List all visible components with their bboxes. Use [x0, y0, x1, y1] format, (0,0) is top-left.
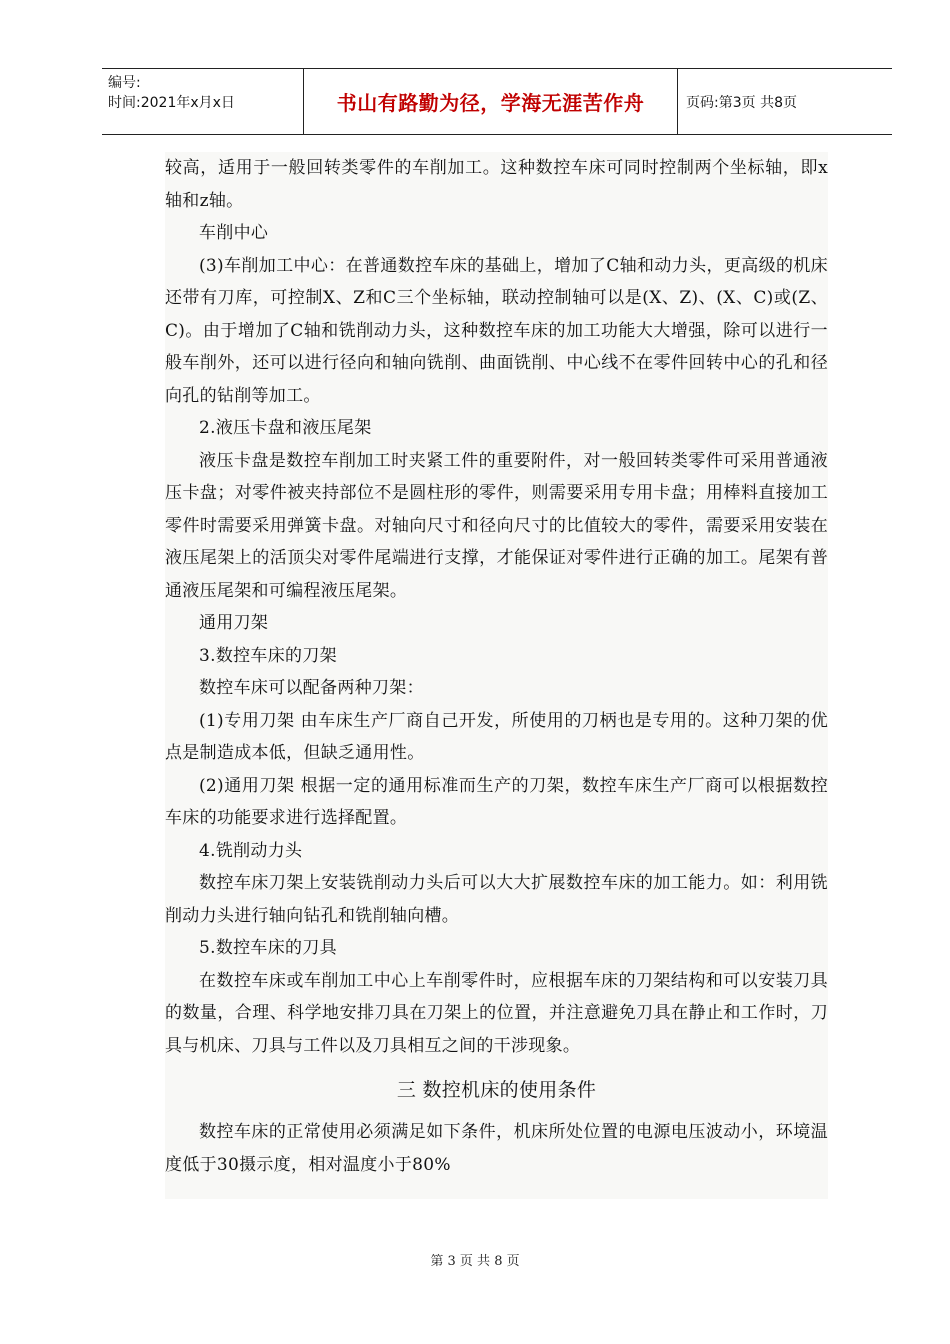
page-footer: 第 3 页 共 8 页: [430, 1254, 520, 1269]
body-paragraph: (2)通用刀架 根据一定的通用标准而生产的刀架，数控车床生产厂商可以根据数控车床的功能要求进行选择配置。: [165, 775, 828, 828]
body-paragraph: 通用刀架: [199, 613, 269, 633]
section-title: 三 数控机床的使用条件: [396, 1079, 597, 1101]
body-paragraph: 在数控车床或车削加工中心上车削零件时，应根据车床的刀架结构和可以安装刀具的数量，合理、科学地安排刀具在刀架上的位置，并注意避免刀具在静止和工作时，刀具与机床、刀具与工件以及刀具相互之间的干涉现象。: [165, 970, 828, 1056]
body-paragraph: (1)专用刀架 由车床生产厂商自己开发，所使用的刀柄也是专用的。这种刀架的优点是制造成本低，但缺乏通用性。: [165, 710, 828, 763]
body-paragraph: 数控车床刀架上安装铣削动力头后可以大大扩展数控车床的加工能力。如：利用铣削动力头进行轴向钻孔和铣削轴向槽。: [165, 873, 828, 926]
header-page-code: 页码:第3页 共8页: [686, 94, 797, 111]
body-paragraph: 液压卡盘是数控车削加工时夹紧工件的重要附件，对一般回转类零件可采用普通液压卡盘；对零件被夹持部位不是圆柱形的零件，则需要采用专用卡盘；用棒料直接加工零件时需要采用弹簧卡盘。对轴向尺寸和径向尺寸的比值较大的零件，需要采用安装在液压尾架上的活顶尖对零件尾端进行支撑，才能保证对零件进行正确的加工。尾架有普通液压尾架和可编程液压尾架。: [165, 450, 828, 601]
header-meta-cell: [102, 69, 304, 134]
header-page-cell: [678, 69, 892, 134]
body-paragraph: 5.数控车床的刀具: [199, 938, 337, 958]
body-paragraph: 较高，适用于一般回转类零件的车削加工。这种数控车床可同时控制两个坐标轴，即x轴和z轴。: [165, 158, 828, 211]
header-motto: 书山有路勤为径，学海无涯苦作舟: [336, 91, 645, 115]
body-paragraph: 4.铣削动力头: [199, 840, 303, 861]
body-paragraph: 3.数控车床的刀架: [199, 645, 337, 666]
body-paragraph: 车削中心: [199, 223, 269, 243]
header-motto-cell: [304, 69, 678, 134]
body-paragraph: 2.液压卡盘和液压尾架: [199, 418, 372, 438]
body-paragraph: 数控车床的正常使用必须满足如下条件，机床所处位置的电源电压波动小，环境温度低于30摄示度，相对温度小于80%: [165, 1122, 828, 1175]
document-time-label: 时间:2021年x月x日: [108, 95, 235, 111]
document-number-label: 编号:: [108, 75, 141, 91]
document-body: [165, 152, 828, 1199]
header-table: [102, 68, 892, 135]
body-paragraph: 数控车床可以配备两种刀架：: [199, 678, 424, 698]
body-paragraph: (3)车削加工中心：在普通数控车床的基础上，增加了C轴和动力头，更高级的机床还带有刀库，可控制X、Z和C三个坐标轴，联动控制轴可以是(X、Z)、(X、C)或(Z、C)。由于增加了C轴和铣削动力头，这种数控车床的加工功能大大增强，除可以进行一般车削外，还可以进行径向和轴向铣削、曲面铣削、中心线不在零件回转中心的孔和径向孔的钻削等加工。: [165, 255, 828, 406]
